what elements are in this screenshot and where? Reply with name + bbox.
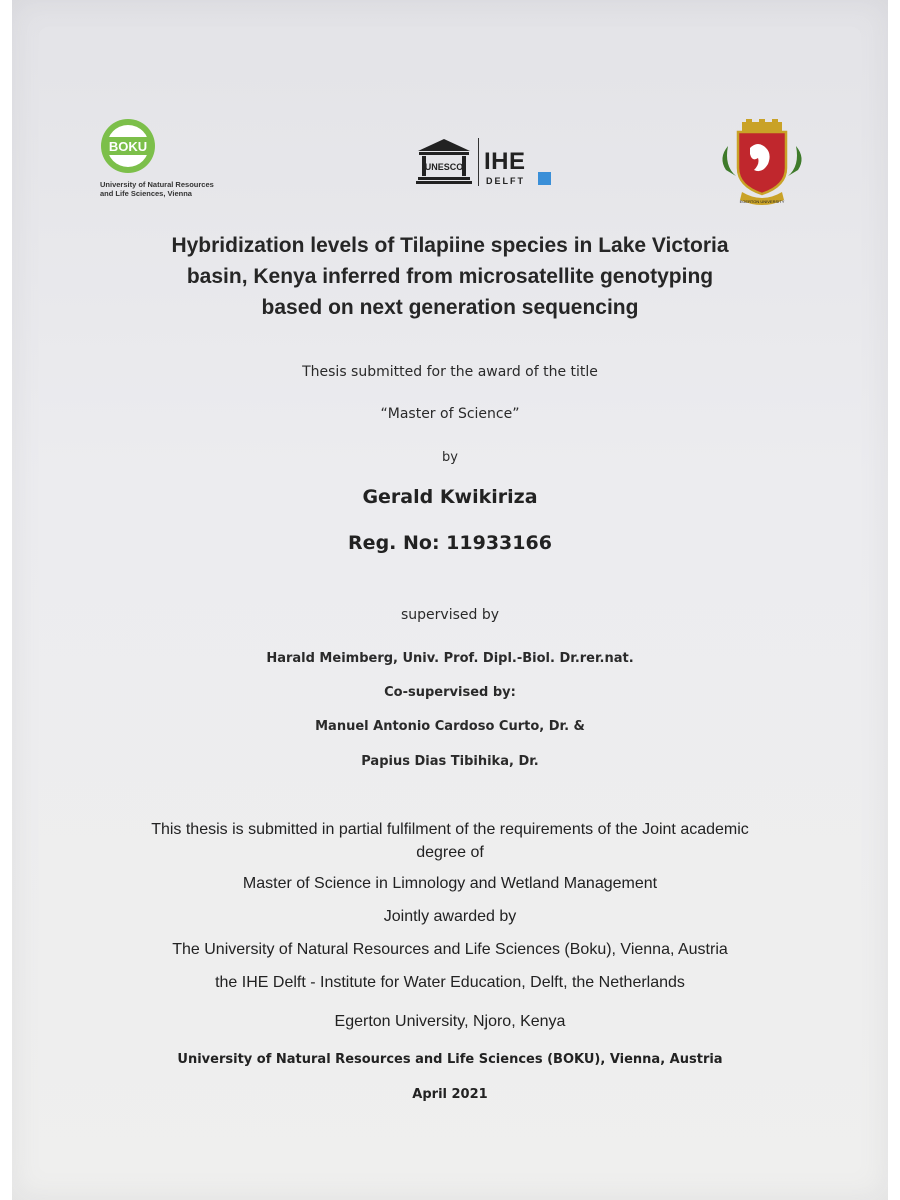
co-supervised-label: Co-supervised by: bbox=[384, 685, 516, 700]
logo-divider bbox=[478, 138, 479, 186]
by-label: by bbox=[442, 450, 458, 465]
ihe-name: IHE bbox=[484, 148, 526, 175]
statement-line-1: This thesis is submitted in partial fulfilment of the requirements of the Joint academic bbox=[151, 821, 749, 838]
egerton-crest-icon bbox=[712, 118, 812, 213]
title-line-3: based on next generation sequencing bbox=[261, 296, 639, 319]
awarding-institution-1: The University of Natural Resources and Life Sciences (Boku), Vienna, Austria bbox=[172, 941, 728, 958]
ihe-delft-logo bbox=[414, 136, 564, 196]
co-supervisor-2: Papius Dias Tibihika, Dr. bbox=[361, 754, 539, 769]
boku-caption-line1: University of Natural Resources bbox=[100, 180, 214, 189]
boku-caption-line2: and Life Sciences, Vienna bbox=[100, 189, 192, 198]
boku-logo bbox=[100, 118, 280, 208]
ihe-accent-square bbox=[538, 172, 551, 185]
ihe-delft-text: DELFT bbox=[486, 176, 525, 186]
title-line-2: basin, Kenya inferred from microsatellite genotyping bbox=[186, 265, 714, 288]
egerton-crest-logo bbox=[712, 118, 812, 213]
unesco-temple-icon bbox=[414, 136, 474, 188]
boku-mark-icon bbox=[100, 118, 160, 178]
thesis-title bbox=[12, 230, 888, 323]
supervisor-name: Harald Meimberg, Univ. Prof. Dipl.-Biol. Dr.rer.nat. bbox=[266, 651, 634, 666]
submission-date: April 2021 bbox=[412, 1087, 488, 1102]
boku-caption bbox=[100, 180, 280, 198]
thesis-title-page bbox=[12, 0, 888, 1200]
statement-line-2: degree of bbox=[416, 844, 484, 861]
awarding-institution-2: the IHE Delft - Institute for Water Education, Delft, the Netherlands bbox=[215, 974, 685, 991]
submission-statement: Thesis submitted for the award of the title bbox=[302, 364, 598, 380]
jointly-awarded-label: Jointly awarded by bbox=[383, 908, 517, 925]
unesco-text: UNESCO bbox=[424, 162, 464, 172]
title-line-1: Hybridization levels of Tilapiine species in Lake Victoria bbox=[171, 234, 729, 257]
degree-title: “Master of Science” bbox=[380, 406, 520, 422]
co-supervisor-1: Manuel Antonio Cardoso Curto, Dr. & bbox=[315, 719, 585, 734]
registration-number: Reg. No: 11933166 bbox=[348, 532, 552, 554]
egerton-banner-text: EGERTON UNIVERSITY bbox=[739, 199, 785, 204]
footer-institution: University of Natural Resources and Life Sciences (BOKU), Vienna, Austria bbox=[177, 1052, 723, 1067]
boku-mark-text: BOKU bbox=[108, 139, 148, 154]
degree-program: Master of Science in Limnology and Wetland Management bbox=[242, 875, 658, 892]
supervised-by-label: supervised by bbox=[400, 607, 499, 623]
author-name: Gerald Kwikiriza bbox=[362, 486, 538, 508]
awarding-institution-3: Egerton University, Njoro, Kenya bbox=[334, 1013, 566, 1030]
